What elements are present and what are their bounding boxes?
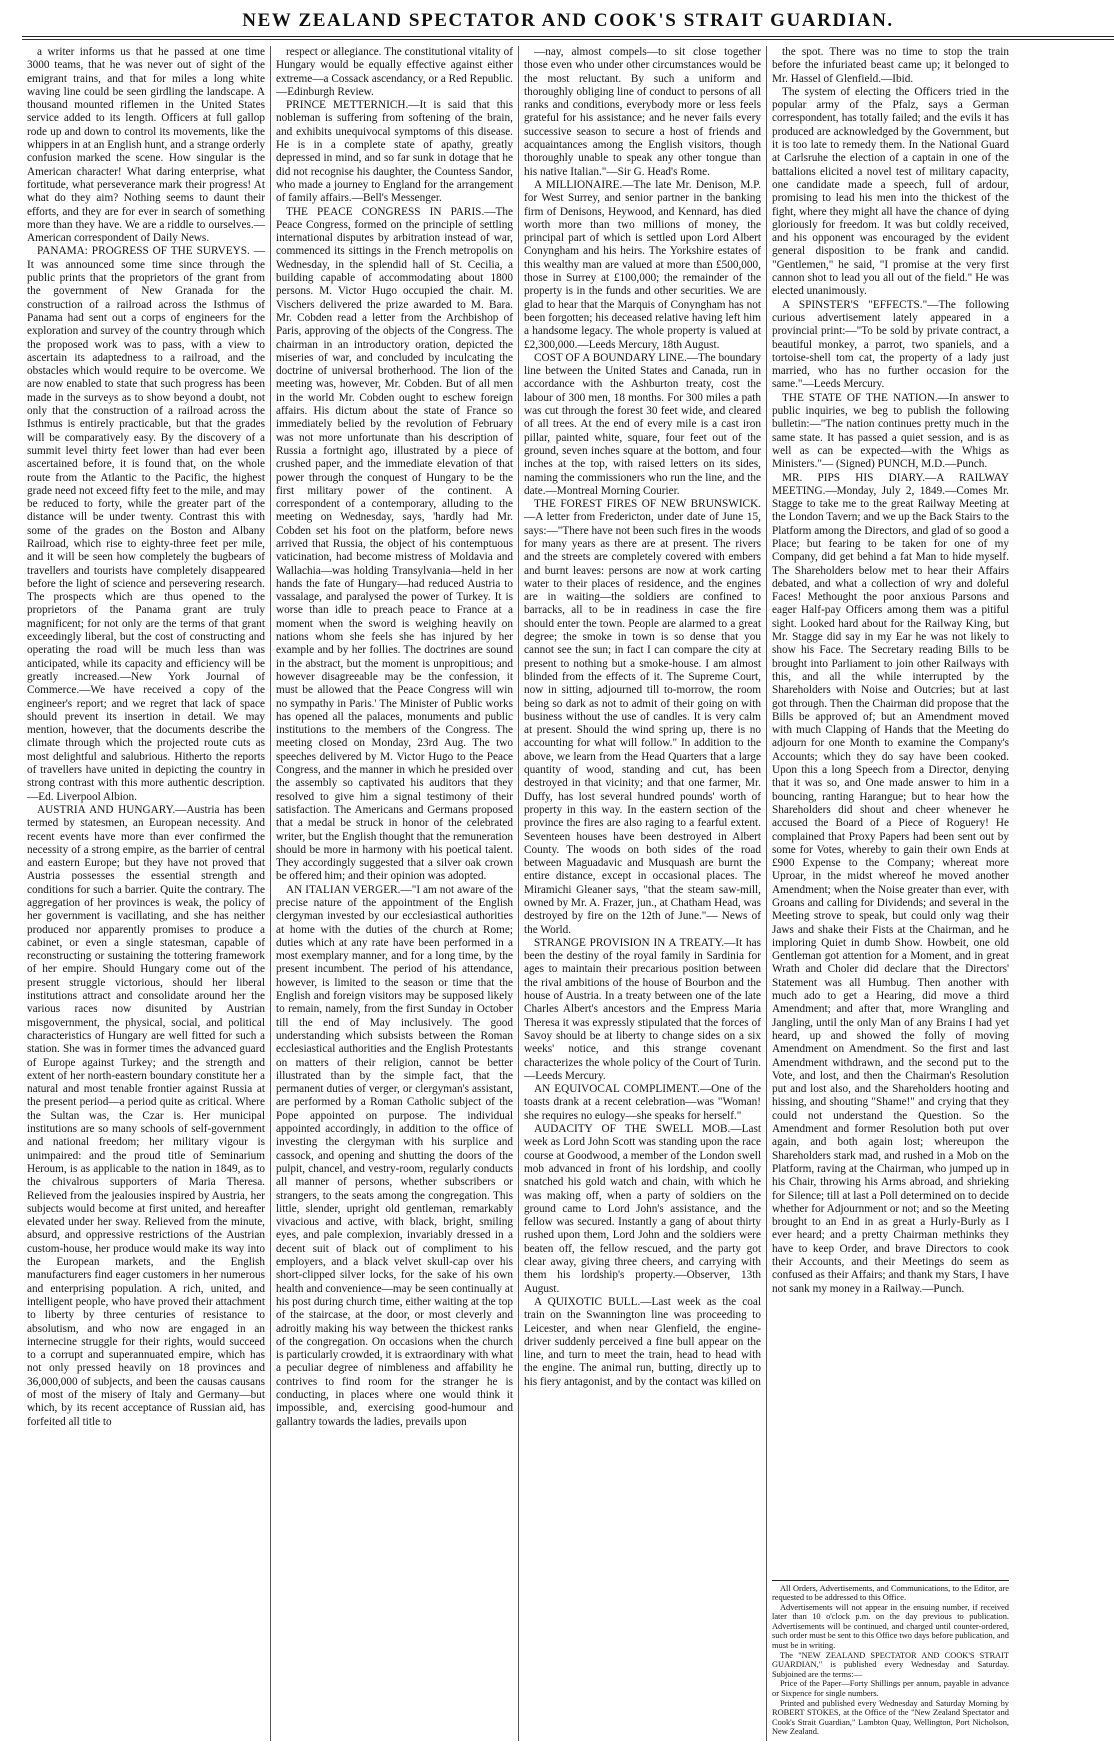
article-state-of-nation: THE STATE OF THE NATION.—In answer to public inquiries, we beg to publish the following bulletin:—"The nation continues pretty much in the same state. It has passed a quiet session, and is as well as can be expected—with the Whigs as Ministers."— (Signed) PUNCH, M.D.—Punch.	[772, 391, 1009, 471]
columns	[22, 46, 1114, 1741]
column-3	[518, 46, 766, 1741]
article-equivocal-compliment: AN EQUIVOCAL COMPLIMENT.—One of the toasts drank at a recent celebration—was "Woman! she requires no eulogy—she speaks for herself."	[524, 1083, 761, 1122]
notice-orders: All Orders, Advertisements, and Communications, to the Editor, are requested to be addressed to this Office.	[772, 1583, 1009, 1603]
article-prince-metternich: PRINCE METTERNICH.—It is said that this nobleman is suffering from softening of the brain, and exhibits unequivocal symptoms of this disease. He is in a complete state of apathy, greatly depressed in mind, and so far sunk in dotage that he did not recognise his daughter, the Countess Sandor, who made a journey to England for the arrangement of family affairs.—Bell's Messenger.	[276, 99, 513, 205]
article-swell-mob: AUDACITY OF THE SWELL MOB.—Last week as Lord John Scott was standing upon the race course at Goodwood, a member of the London swell mob advanced in front of his lordship, and coolly snatched his gold watch and chain, with which he was making off, when a party of soldiers on the ground came to Lord John's assistance, and the fellow was secured. Instantly a gang of about thirty rushed upon them, Lord John and the soldiers were beaten off, the fellow rescued, and the party got clear away, giving three cheers, and carrying with them his lordship's property.—Observer, 13th August.	[524, 1123, 761, 1295]
masthead-rule	[22, 36, 1114, 37]
article-panama-surveys: PANAMA: PROGRESS OF THE SURVEYS. —It was announced some time since through the public prints that the proprietors of the grant from the government of New Granada for the construction of a railroad across the Isthmus of Panama had sent out a corps of engineers for the exploration and survey of the country through which the proposed work was to pass, with a view to ascertain its adaptedness to a railroad, and the obstacles which would require to be overcome. We are now enabled to state that such progress has been made in the surveys as to show beyond a doubt, not only that the construction of a railroad across the Isthmus is entirely practicable, but that the grades will be comparatively easy. By the discovery of a summit level thirty feet lower than had ever been ascertained before, it is found that, on the whole route from the Atlantic to the Pacific, the highest grade need not exceed fifty feet to the mile, and may be reduced to forty, while the greater part of the distance will be under twenty. Contrast this with some of the grades on the Boston and Albany Railroad, which rise to eighty-three feet per mile, and it will be seen how completely the bugbears of travellers and tourists have completely disappeared before the light of science and persevering research. The prospects which are thus opened to the proprietors of the Panama grant are truly magnificent; for not only are the terms of that grant exceedingly liberal, but the cost of constructing and operating the road will be much less than was anticipated, while its capacity and efficiency will be greatly increased.—New York Journal of Commerce.—We have received a copy of the engineer's report; and we regret that lack of space should prevent its insertion in detail. We may mention, however, that the documents describe the climate through which the projected route cuts as most delightful and salubrious. Hitherto the reports of travellers have united in depicting the country in strong contrast with this more authentic description.—Ed. Liverpool Albion.	[27, 245, 265, 803]
article-austria-continued: respect or allegiance. The constitutional vitality of Hungary would be equally effective against either extreme—a Cossack ascendancy, or a Red Republic.—Edinburgh Review.	[276, 46, 513, 98]
article-verger-continued: —nay, almost compels—to sit close together those even who under other circumstances would be the most reluctant. By such a uniform and thoroughly obliging line of conduct to persons of all ranks and conditions, everybody more or less feels grateful for his assistance; and he never fails every successive season to secure a host of friends and acquaintances among the English visitors, though thoroughly unable to speak any other tongue than his native Italian."—Sir G. Head's Rome.	[524, 46, 761, 178]
article-italian-verger: AN ITALIAN VERGER.—"I am not aware of the precise nature of the appointment of the English clergyman invested by our ecclesiastical authorities at home with the duties of the church at Rome; duties which at any rate have been performed in a most exemplary manner, and for a long time, by the present incumbent. The period of his attendance, however, is limited to the season or time that the English and foreign visitors may be supposed likely to remain, namely, from the first Sunday in October till the end of May inclusively. The good understanding which subsists between the Roman ecclesiastical authorities and the English Protestants on matters of their religion, cannot be better illustrated than by the simple fact, that the permanent duties of verger, or clergyman's assistant, are performed by a Roman Catholic subject of the Pope appointed on purpose. The individual appointed accordingly, in addition to the office of investing the clergyman with his surplice and cassock, and opening and shutting the doors of the pulpit, chancel, and vestry-room, regularly conducts all manner of persons, whether subscribers or strangers, to the seats among the congregation. This little, slender, upright old gentleman, remarkably vivacious and active, with black, bright, smiling eyes, and pale complexion, invariably dressed in a decent suit of black out of compliment to his employers, and a black velvet skull-cap over his short-clipped silver locks, for the sake of his own health and convenience—may be seen continually at his post during church time, either waiting at the top of the staircase, at the door, or most cleverly and adroitly making his way between the thickest ranks of the congregation. On occasions when the church is particularly crowded, it is extraordinary with what a peculiar degree of nimbleness and affability he contrives to find room for the stranger he is conducting, in places where one would think it impossible, and, exercising good-humour and gallantry towards the ladies, prevails upon	[276, 883, 513, 1428]
article-bull-continued: the spot. There was no time to stop the train before the infuriated beast came up; it belonged to Mr. Hassel of Glenfield.—Ibid.	[772, 46, 1009, 85]
notice-printer: Printed and published every Wednesday and Saturday Morning by ROBERT STOKES, at the Office of the "New Zealand Spectator and Cook's Strait Guardian," Lambton Quay, Wellington, Port Nicholson, New Zealand.	[772, 1698, 1009, 1737]
article-quixotic-bull: A QUIXOTIC BULL.—Last week as the coal train on the Swannington line was proceeding to Leicester, and when near Glenfield, the engine-driver suddenly perceived a fine bull appear on the line, and turn to meet the train, head to head with the engine. The animal run, butting, directly up to his fiery antagonist, and by the contact was killed on	[524, 1295, 761, 1388]
article-strange-provision: STRANGE PROVISION IN A TREATY.—It has been the destiny of the royal family in Sardinia for ages to maintain their precarious position between the rival ambitions of the house of Bourbon and the house of Austria. In a treaty between one of the late Charles Albert's ancestors and the Empress Maria Theresa it was expressly stipulated that the forces of Savoy should be at liberty to change sides on a six weeks' notice, and this strange covenant characterizes the whole policy of the Court of Turin.—Leeds Mercury.	[524, 936, 761, 1082]
column-4	[766, 46, 1014, 1741]
article-millionaire: A MILLIONAIRE.—The late Mr. Denison, M.P. for West Surrey, and senior partner in the banking firm of Denisons, Heywood, and Kennard, has died worth more than two millions of money, the principal part of which is settled upon Lord Albert Conyngham and his heirs. The Yorkshire estates of this wealthy man are valued at more than £500,000, those in Surrey at £100,000; the remainder of the property is in the funds and other securities. We are glad to hear that the Marquis of Conyngham has not been forgotten; his deceased relative having left him a handsome legacy. The whole property is valued at £2,300,000.—Leeds Mercury, 18th August.	[524, 178, 761, 351]
publication-notice	[772, 1580, 1009, 1738]
notice-advertisements: Advertisements will not appear in the ensuing number, if received later than 10 o'clock p.m. on the day previous to publication. Advertisements will be continued, and charged until counter-ordered, such order must be sent to this Office two days before publication, and must be in writing.	[772, 1602, 1009, 1651]
column-2	[270, 46, 518, 1741]
notice-publication-days: The "NEW ZEALAND SPECTATOR AND COOK'S STRAIT GUARDIAN," is published every Wednesday and Saturday. Subjoined are the terms:—	[772, 1650, 1009, 1679]
article-boundary-line: COST OF A BOUNDARY LINE.—The boundary line between the United States and Canada, run in accordance with the Ashburton treaty, cost the labour of 300 men, 18 months. For 300 miles a path was cut through the forest 30 feet wide, and cleared of all trees. At the end of every mile is a cast iron pillar, painted white, square, four feet out of the ground, seven inches square at the bottom, and four inches at the top, with raised letters on its sides, naming the commissioners who run the line, and the date.—Montreal Morning Courier.	[524, 351, 761, 497]
article-forest-fires: THE FOREST FIRES OF NEW BRUNSWICK. —A letter from Fredericton, under date of June 15, says:—"There have not been such fires in the woods for many years as there are at present. The rivers and the streets are completely covered with embers and burnt leaves: persons are now at work carting water to their places of residence, and the engines are in waiting—the soldiers are confined to barracks, all to be in readiness in case the fire should enter the town. People are alarmed to a great degree; the smoke in town is so dense that you cannot see the sun; in fact I can compare the city at present to nothing but a smoke-house. I am almost blinded from the effects of it. The Supreme Court, now in sitting, adjourned till to-morrow, the room being so dark as not to admit of their going on with business without the use of candles. It is very calm at present. Should the wind spring up, there is no accounting for what will follow." In addition to the above, we learn from the Head Quarters that a large quantity of wood, standing and cut, has been destroyed in that vicinity; and that one farmer, Mr. Duffy, has lost several hundred pounds' worth of property in this way. In the eastern section of the province the fires are also raging to a fearful extent. Seventeen houses have been destroyed in Albert County. The woods on both sides of the road between Maguadavic and Musquash are burnt the entire distance, except in occasional places. The Miramichi Gleaner says, "that the steam saw-mill, owned by Mr. A. Frazer, jun., at Chatham Head, was destroyed by fire on the 12th of June."— News of the World.	[524, 498, 761, 936]
article-mr-pips-diary: MR. PIPS HIS DIARY.—A RAILWAY MEETING.—Monday, July 2, 1849.—Comes Mr. Stagge to take me to the great Railway Meeting at the London Tavern; and we up the Back Stairs to the Platform among the Directors, and glad of so good a Place; but fearing to be taken for one of my Company, did get behind a fat Man to hide myself. The Shareholders below met to hear their Affairs debated, and what a collection of wry and doleful Faces! Methought the poor anxious Parsons and eager Half-pay Officers among them was a pitiful sight. Looked hard about for the Railway King, but Mr. Stagge did say in my Ear he was not likely to show his Face. The Secretary reading Bills to be brought into Parliament to join other Railways with this, and all the while interrupted by the Shareholders with Noise and Outcries; but at last got through. Then the Chairman did propose that the Bills be approved of; but an Amendment moved with much Clapping of Hands that the Meeting do adjourn for one Month to examine the Company's Accounts; which they do say have been cooked. Upon this a long Speech from a Director, denying that it was so, and One made answer to him in a bouncing, ranting Harangue; but to hear how the Shareholders did shout and cheer whenever he accused the Board of a Piece of Roguery! He complained that Proxy Papers had been sent out by some for Votes, whereby to gain their own Ends at £900 Expense to the Company; whereat more Uproar, in the midst whereof he moved another Amendment; when the Noise greater than ever, with Groans and calling for Dividends; and several in the Meeting strove to speak, but could only wag their Jaws and shake their Fists at the Chairman, and he imploring Quiet in dumb Show. Howbeit, one old Gentleman got attention for a Moment, and in great Wrath and Choler did declare that the Directors' Statement was all Humbug. Then another with much ado to get a Hearing, did move a third Amendment; and after that, more Wrangling and Jangling, until the only Man of any Brains I had yet heard, up and showed the folly of moving Amendment on Amendment. So the first and last Amendment withdrawn, and the second put to the Vote, and lost, and then the Chairman's Resolution put and lost also, and the Shareholders hooting and hissing, and shouting "Shame!" and crying that they could not understand the Question. So the Amendment and former Resolution both put over again, and both again lost; whereupon the Shareholders stark mad, and rushed in a Mob on the Platform, raving at the Chairman, who jumped up in his Chair, throwing his Arms abroad, and shrieking for Silence; till at last a Poll determined on to decide whether for Adjournment or not; and so the Meeting brought to an End in as great a Hurly-Burly as I ever heard; and a pretty Chairman methinks they have to keep Order, and brave Directors to cook their Accounts, and their Meetings do seem as confused as their Affairs; and thank my Stars, I have not sank my money in a Railway.—Punch.	[772, 471, 1009, 1295]
article-austria-hungary: AUSTRIA AND HUNGARY.—Austria has been termed by statesmen, an European necessity. And recent events have more than ever confirmed the necessity of a strong empire, as the barrier of central and eastern Europe; but they have not proved that Austria possesses the essential strength and conditions for such a barrier. Quite the contrary. The aggregation of her provinces is weak, the policy of her government is vacillating, and she has neither produced nor apparently promises to produce a cabinet, or even a single statesman, capable of reconstructing or sustaining the tottering framework of her empire. Should Hungary come out of the present struggle victorious, should her liberal institutions attract and consolidate around her the various races now disunited by Austrian misgovernment, the physical, social, and political characteristics of Hungary are well fitted for such a station. She was in former times the advanced guard of Europe against Turkey; and the strength and extent of her north-eastern boundary constitute her a natural and most tenable frontier against Russia at the present period—a period quite as critical. Where the Sultan was, the Czar is. Her municipal institutions are so many schools of self-government and national freedom; her military vigour is unimpaired: and the proud title of Seminarium Heroum, is as applicable to the nation in 1849, as to the chivalrous supporters of Maria Theresa. Relieved from the jealousies inspired by Austria, her subjects would become at first united, and hereafter elevated under her sway. Relieved from the minute, absurd, and oppressive restrictions of the Austrian custom-house, her produce would make its way into the European markets, and the English manufacturers find eager customers in her numerous and enterprising population. A rich, united, and intelligent people, who have proved their attachment to liberty by three centuries of resistance to absolutism, and who now are engaged in an internecine struggle for their rights, would succeed to a corrupt and superannuated empire, which has not only pressed heavily on 18 provinces and 36,000,000 of subjects, and been the causas causans of most of the misery of Italy and Germany—but which, by its recent acceptance of Russian aid, has forfeited all title to	[27, 803, 265, 1428]
column-1	[22, 46, 270, 1741]
article-peace-congress: THE PEACE CONGRESS IN PARIS.—The Peace Congress, formed on the principle of settling international disputes by arbitration instead of war, commenced its sittings in the French metropolis on Wednesday, in the splendid hall of St. Cecilia, a building capable of accommodating about 1800 persons. M. Victor Hugo occupied the chair. M. Vischers delivered the prize awarded to M. Bara. Mr. Cobden read a letter from the Archbishop of Paris, approving of the objects of the Congress. The chairman in an introductory oration, depicted the miseries of war, and concluded by inculcating the doctrine of universal brotherhood. The lion of the meeting was, however, Mr. Cobden. But of all men in the world Mr. Cobden ought to eschew foreign affairs. His dictum about the state of France so immediately belied by the revolution of February was not more unfortunate than his description of Russia a fortnight ago, illustrated by a piece of crushed paper, and the immediate elevation of that power through the conquest of Hungary to be the first military power of the continent. A correspondent of a contemporary, alluding to the meeting on Wednesday, says, 'hardly had Mr. Cobden set his foot on the platform, before news arrived that Russia, the object of his contemptuous vaticination, had become mistress of Moldavia and Wallachia—was holding Transylvania—held in her hands the fate of Hungary—had reduced Austria to vassalage, and paralysed the power of Turkey. It is worse than idle to preach peace to France at a moment when the sword is weighing heavily on nations whom she feels she has injured by her example and by her follies. The doctrines are sound in the abstract, but the moment is unpropitious; and however disagreeable may be the confession, it must be allowed that the Peace Congress will win no sympathy in Paris.' The Minister of Public works has opened all the palaces, monuments and public institutions to the members of the Congress. The meeting closed on Monday, 23rd Aug. The two speeches delivered by M. Victor Hugo to the Peace Congress, and the manner in which he presided over the assembly so captivated his auditors that they resolved to give him a signal testimony of their satisfaction. The Americans and Germans proposed that a medal be struck in honor of the celebrated writer, but the English thought that the remuneration should be more in harmony with his poetical talent. They accordingly suggested that a silver oak crown be offered him; and their opinion was adopted.	[276, 205, 513, 883]
masthead-rule-thin	[22, 39, 1114, 40]
newspaper-page	[22, 0, 1114, 1747]
masthead: NEW ZEALAND SPECTATOR AND COOK'S STRAIT GUARDIAN.	[242, 10, 894, 31]
article-pfalz-officers: The system of electing the Officers tried in the popular army of the Pfalz, says a German correspondent, has totally failed; and the evils it has produced are acknowledged by the Government, but it is too late to remedy them. In the National Guard at Carlsruhe the election of a captain in one of the battalions elicited a novel test of military capacity, one candidate made a speech, full of ardour, promising to lead his men into the thickest of the fight, where they might all have the chance of dying gloriously for freedom. It was but coldly received, and his opponent was encouraged by the evident general disposition to be frank and candid. "Gentlemen," he said, "I promise at the very first cannon shot to lead you all out of the field." He was elected unanimously.	[772, 85, 1009, 298]
notice-price: Price of the Paper—Forty Shillings per annum, payable in advance or Sixpence for single numbers.	[772, 1679, 1009, 1699]
article-spinster-effects: A SPINSTER'S "EFFECTS."—The following curious advertisement lately appeared in a provincial print:—"To be sold by private contract, a beautiful monkey, a parrot, two spaniels, and a tortoise-shell tom cat, the property of a lady just married, who has no further occasion for the same."—Leeds Mercury.	[772, 298, 1009, 391]
article-emigrant-trains: a writer informs us that he passed at one time 3000 teams, that he was never out of sight of the emigrant trains, and that for miles a long white waving line could be seen girdling the landscape. A thousand mounted riflemen in the United States service added to its length. Officers at full gallop rode up and down to control its movements, like the whippers in at an English hunt, and a strange orderly confusion marked the scene. How singular is the American character! What daring enterprise, what fortitude, what perseverance mark their progress! At what do they aim? Nothing seems to daunt their efforts, and they are for ever in search of something more than they have. We are a riddle to ourselves.— American correspondent of Daily News.	[27, 46, 265, 245]
